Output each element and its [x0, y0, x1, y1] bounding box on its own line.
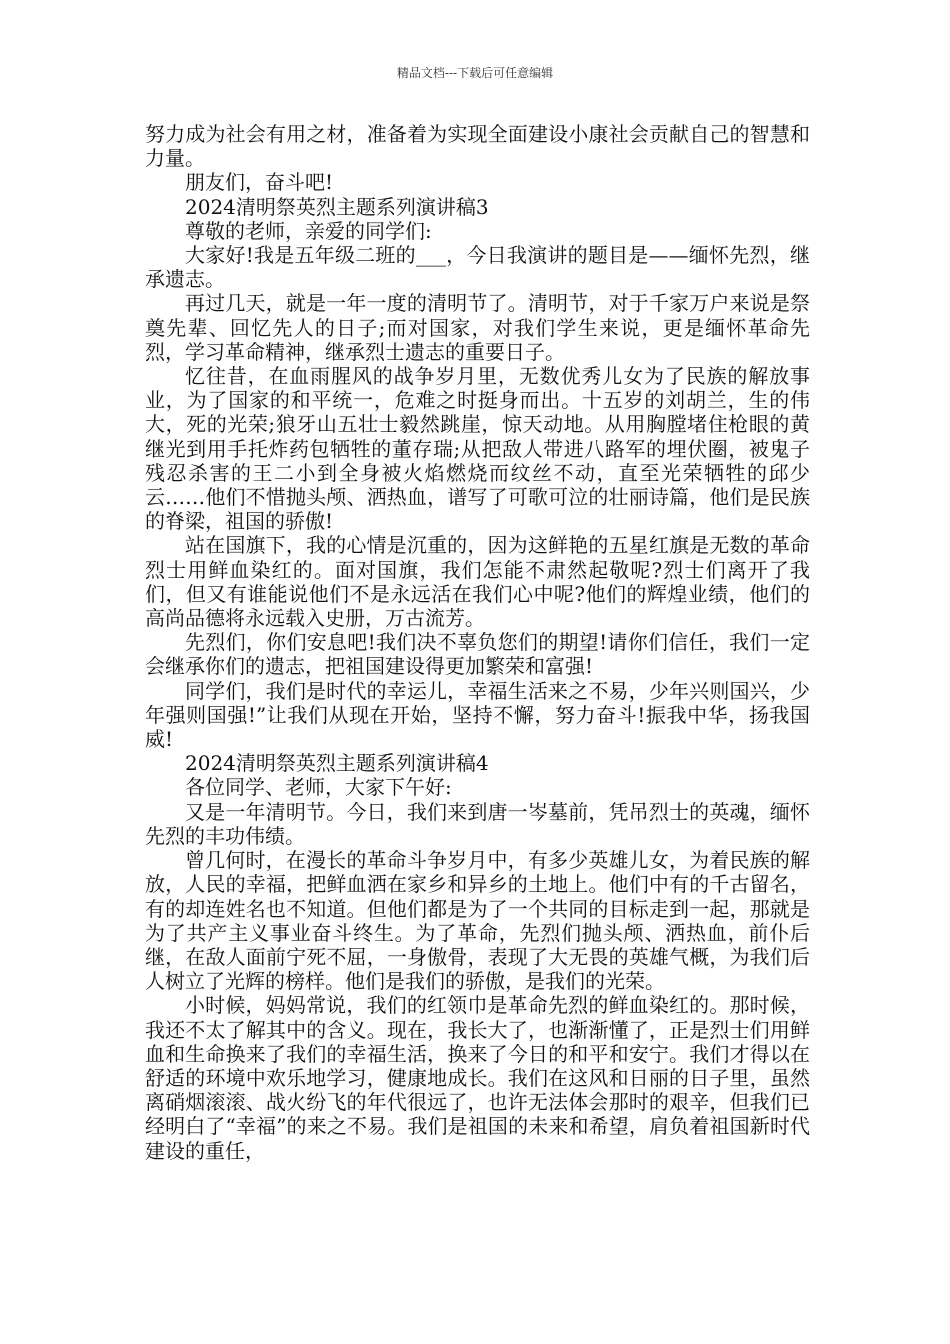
document-body [145, 122, 810, 1163]
paragraph: 先烈们，你们安息吧!我们决不辜负您们的期望!请你们信任，我们一定会继承你们的遗志，把祖国建设得更加繁荣和富强! [145, 630, 810, 679]
paragraph: 曾几何时，在漫长的革命斗争岁月中，有多少英雄儿女，为着民族的解放，人民的幸福，把鲜血洒在家乡和异乡的土地上。他们中有的千古留名，有的却连姓名也不知道。但他们都是为了一个共同的目标走到一起，那就是为了共产主义事业奋斗终生。为了革命，先烈们抛头颅、洒热血，前仆后继，在敌人面前宁死不屈，一身傲骨，表现了大无畏的英雄气概，为我们后人树立了光辉的榜样。他们是我们的骄傲，是我们的光荣。 [145, 848, 810, 994]
paragraph: 朋友们，奋斗吧! [185, 170, 334, 195]
paragraph: 2024清明祭英烈主题系列演讲稿4 [185, 751, 489, 776]
paragraph: 2024清明祭英烈主题系列演讲稿3 [185, 194, 489, 219]
paragraph: 大家好!我是五年级二班的___，今日我演讲的题目是——缅怀先烈，继承遗志。 [145, 243, 810, 292]
paragraph: 各位同学、老师，大家下午好: [185, 775, 452, 800]
paragraph: 忆往昔，在血雨腥风的战争岁月里，无数优秀儿女为了民族的解放事业，为了国家的和平统一，危难之时挺身而出。十五岁的刘胡兰，生的伟大，死的光荣;狼牙山五壮士毅然跳崖，惊天动地。从用胸膛堵住枪眼的黄继光到用手托炸药包牺牲的董存瑞;从把敌人带进八路军的埋伏圈，被鬼子残忍杀害的王二小到全身被火焰燃烧而纹丝不动，直至光荣牺牲的邱少云……他们不惜抛头颅、洒热血，谱写了可歌可泣的壮丽诗篇，他们是民族的脊梁，祖国的骄傲! [145, 364, 810, 534]
paragraph: 再过几天，就是一年一度的清明节了。清明节，对于千家万户来说是祭奠先辈、回忆先人的日子;而对国家，对我们学生来说，更是缅怀革命先烈，学习革命精神，继承烈士遗志的重要日子。 [145, 291, 810, 364]
paragraph: 小时候，妈妈常说，我们的红领巾是革命先烈的鲜血染红的。那时候，我还不太了解其中的含义。现在，我长大了，也渐渐懂了，正是烈士们用鲜血和生命换来了我们的幸福生活，换来了今日的和平和安宁。我们才得以在舒适的环境中欢乐地学习，健康地成长。我们在这风和日丽的日子里，虽然离硝烟滚滚、战火纷飞的年代很远了，也许无法体会那时的艰辛，但我们已经明白了“幸福”的来之不易。我们是祖国的未来和希望，肩负着祖国新时代建设的重任， [145, 993, 810, 1163]
page-header: 精品文档---下载后可任意编辑 [396, 66, 554, 80]
paragraph: 同学们，我们是时代的幸运儿，幸福生活来之不易，少年兴则国兴，少年强则国强!”让我们从现在开始，坚持不懈，努力奋斗!振我中华，扬我国威! [145, 678, 810, 752]
paragraph: 尊敬的老师，亲爱的同学们: [185, 218, 432, 243]
paragraph: 站在国旗下，我的心情是沉重的，因为这鲜艳的五星红旗是无数的革命烈士用鲜血染红的。面对国旗，我们怎能不肃然起敬呢?烈士们离开了我们，但又有谁能说他们不是永远活在我们心中呢?他们的辉煌业绩，他们的高尚品德将永远载入史册，万古流芳。 [145, 533, 810, 631]
paragraph: 努力成为社会有用之材，准备着为实现全面建设小康社会贡献自己的智慧和力量。 [145, 122, 810, 171]
paragraph: 又是一年清明节。今日，我们来到唐一岑墓前，凭吊烈士的英魂，缅怀先烈的丰功伟绩。 [145, 799, 810, 848]
